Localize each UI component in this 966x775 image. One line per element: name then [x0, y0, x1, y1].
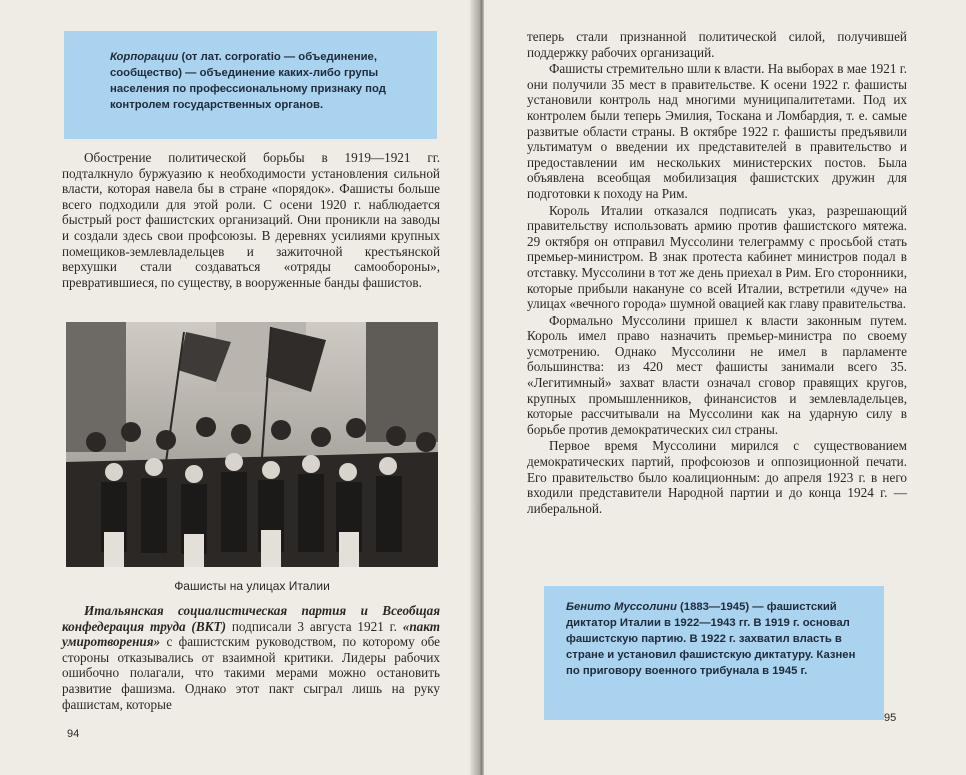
- definition-box-corporations: [64, 31, 437, 139]
- paragraph-1: теперь стали признанной политической силой, получившей поддержку рабочих организаций.: [527, 29, 907, 60]
- paragraph-5: Первое время Муссолини мирился с существованием демократических партий, профсоюзов и оппозиционной печати. Его правительство было коалиционным: до апреля 1923 г. в него входили представители Народной партии и до конца 1924 г. — либеральной.: [527, 438, 907, 516]
- left-paragraph-2: [62, 603, 440, 712]
- definition-term: Корпорации: [110, 51, 179, 63]
- left-paragraph-1: [62, 150, 440, 290]
- definition-term: Бенито Муссолини: [566, 601, 677, 613]
- page-number-right: 95: [884, 712, 897, 724]
- paragraph-text: Обострение политической борьбы в 1919—1921 гг. подталкнуло буржуазию к необходимости установления сильной власти, которая навела бы в стране «порядок». Фашисты больше всего подходили для этой роли. С осени 1920 г. наблюдается быстрый рост фашистских организаций. Они проникли на заводы и создали здесь свои профсоюзы. В деревнях усилиями крупных помещиков-землевладельцев и зажиточной крестьянской верхушки стали создаваться «отряды самообороны», превратившиеся, по существу, в вооруженные банды фашистов.: [62, 150, 440, 290]
- paragraph-4: Формально Муссолини пришел к власти законным путем. Король имел право назначить премьер-министра по своему усмотрению. Однако Муссолини не имел в парламенте большинства: из 420 мест фашисты занимали всего 35. «Легитимный» захват власти означал сговор правящих кругов, крупных промышленников, финансистов и землевладельцев, которые рассчитывали на Муссолини как на ударную силу в борьбе против демократических сил страны.: [527, 312, 907, 437]
- photo-fascists-on-street: [66, 322, 438, 567]
- photo-caption: Фашисты на улицах Италии: [174, 579, 330, 593]
- definition-text: (от лат. corporatio — объединение, сообщество) — объединение каких-либо групы населения по профессиональному признаку под контролем государственных органов.: [110, 51, 386, 111]
- definition-box-mussolini: [544, 586, 884, 720]
- paragraph-text: с фашистским руководством, по которому обе стороны отказывались от взаимной критики. Лидеры рабочих ошибочно полагали, что такими мерами можно остановить развитие фашизма. Однако этот пакт сыграл лишь на руку фашистам, которые: [62, 634, 440, 712]
- paragraph-2: Фашисты стремительно шли к власти. На выборах в мае 1921 г. они получили 35 мест в правительстве. К осени 1922 г. фашисты установили контроль над многими муниципалитетами. Под их контролем были теперь Эмилия, Тоскана и Ломбардия, т. е. самые развитые области страны. В октябре 1922 г. фашисты предъявили ультиматум о введении их представителей в правительство и предоставлении им нескольких министерских постов. Была объявлена всеобщая мобилизация фашистских дружин для подготовки к походу на Рим.: [527, 61, 907, 201]
- page-number-left: 94: [67, 728, 80, 740]
- paragraph-text: подписали 3 августа 1921 г.: [226, 618, 403, 634]
- paragraph-3: Король Италии отказался подписать указ, разрешающий правительству использовать армию против фашистского мятежа. 29 октября он отправил Муссолини телеграмму с просьбой стать премьер-министром. В знак протеста кабинет министров подал в отставку. Муссолини в тот же день приехал в Рим. Его сторонники, которые прибыли накануне со всей Италии, встретили «дуче» на улицах «вечного города» шумной овацией как главу правительства.: [527, 202, 907, 312]
- right-text-column: [527, 29, 907, 517]
- bold-term-pact: «пакт умиротворения»: [62, 618, 441, 650]
- left-page: [0, 0, 478, 775]
- definition-text: (1883—1945) — фашистский диктатор Италии в 1922—1943 гг. В 1919 г. основал фашистскую партию. В 1922 г. захватил власть в стране и установил фашистскую диктатуру. Казнен по приговору военного трибунала в 1945 г.: [566, 601, 856, 677]
- photo-illustration: [66, 322, 438, 567]
- bold-term-parties: Итальянская социалистическая партия и Всеобщая конфедерация труда (ВКТ): [62, 603, 440, 634]
